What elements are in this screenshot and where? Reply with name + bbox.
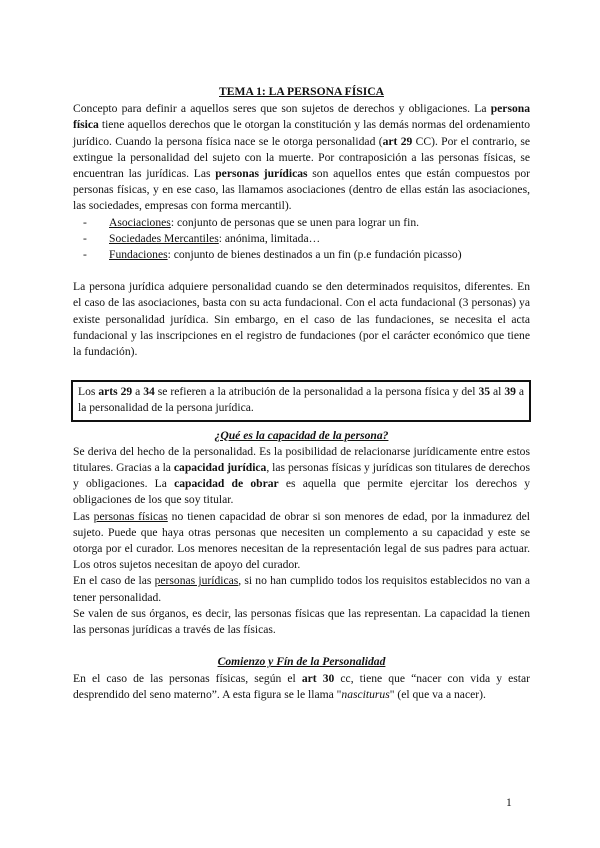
intro-text: Concepto para definir a aquellos seres que son sujetos de derechos y obligaciones. La [73,102,491,116]
capacity-text: , las personas físicas y jurídicas son titulares de derechos y obligaciones. La [73,461,530,491]
legal-personality-paragraph: La persona jurídica adquiere personalidad cuando se den determinados requisitos, diferentes. En el caso de las asociaciones, basta con su acta fundacional. Con el acta fundacional (3 personas) ya existe personalidad jurídica. Sin embargo, en el caso de las fundaciones, se necesita el acta fundacional y las inscripciones en el registro de fundaciones (por el carácter económico que tiene la fundación). [73,280,530,359]
list-item [83,231,530,247]
bold-term: capacidad jurídica [173,461,267,475]
capacity-text: es aquella que permite ejercitar los derechos y obligaciones de los que soy titular. [73,477,530,507]
box-text: a [132,385,144,399]
start-paragraph [73,671,530,703]
section-heading-capacity: ¿Qué es la capacidad de la persona? [214,428,389,442]
section-heading-start-end: Comienzo y Fín de la Personalidad [217,655,386,669]
bold-term: personas jurídicas [215,167,308,181]
box-text: se refieren a la atribución de la personalidad a la persona física y del [154,385,479,399]
box-text: al [490,385,505,399]
paragraph-text: " (el que va a nacer). [389,687,486,701]
list-item [83,215,530,231]
page-number: 1 [506,796,512,809]
paragraph-text: En el caso de las personas físicas, según el [73,671,302,685]
spacer [73,638,530,654]
underlined-term: personas jurídicas [154,574,239,588]
bold-term: persona física [73,102,530,132]
box-text: Los [78,385,99,399]
paragraph-text: cc, tiene que “nacer con vida y estar desprendido del seno materno”. A esta figura se le llama " [73,671,531,701]
intro-text: son aquellos entes que están compuestos por personas físicas, y en ese caso, las llamamos asociaciones (dentro de ellas están las asociaciones, las sociedades, empresas con forma mercantil). [73,167,530,213]
list-description: : conjunto de personas que se unen para lograr un fin. [170,215,420,229]
bold-term: arts 29 [98,385,133,399]
list-term: Asociaciones [109,215,171,229]
bold-term: 34 [143,385,155,399]
organs-paragraph: Se valen de sus órganos, es decir, las personas físicas que las representan. La capacidad la tienen las personas jurídicas a través de las físicas. [73,606,530,637]
bold-term: capacidad de obrar [174,477,279,491]
intro-paragraph [73,101,530,214]
paragraph-text: Las [73,509,94,523]
paragraph-text: no tienen capacidad de obrar si son menores de edad, por la inmadurez del sujeto. Puede que haya otras personas que necesiten un complemento a su capacidad y este se otorga por el curador. Los menores necesitan de la representación legal de sus padres para actuar. Los otros sujetos necesitan de apoyo del curador. [73,509,530,572]
bold-term: art 30 [301,671,335,685]
capacity-text: Se deriva del hecho de la personalidad. Es la posibilidad de relacionarse jurídicamente entre estos titulares. Gracias a la [73,444,530,475]
bold-term: art 29 [382,134,413,148]
italic-term: nasciturus [341,687,390,701]
paragraph-text: , si no han cumplido todos los requisitos establecidos no van a tener personalidad. [73,574,530,604]
paragraph-text: En el caso de las [73,574,155,588]
spacer [73,263,530,279]
intro-text: tiene aquellos derechos que le otorgan la constitución y las demás normas del ordenamiento jurídico. Cuando la persona física nace se le otorga personalidad ( [73,118,530,148]
document-title: TEMA 1: LA PERSONA FÍSICA [219,85,384,98]
spacer [73,360,530,376]
list-description: : conjunto de bienes destinados a un fin (p.e fundación picasso) [167,248,462,262]
list-term: Sociedades Mercantiles [109,231,219,245]
bold-term: 35 [478,385,491,399]
types-list [73,215,530,264]
capacity-paragraph [73,444,530,509]
box-text: a la personalidad de la persona jurídica. [78,385,524,415]
articles-box [71,380,531,421]
list-item [83,247,530,263]
document-page [73,84,530,703]
bold-term: 39 [504,385,516,399]
natural-persons-paragraph [73,509,530,574]
underlined-term: personas físicas [93,509,168,523]
list-term: Fundaciones [109,248,168,262]
intro-text: CC). Por el contrario, se extingue la personalidad del sujeto con la muerte. Por contraposición a las personas físicas, se encuentran las jurídicas. Las [73,134,531,181]
list-description: : anónima, limitada… [218,231,321,245]
legal-persons-paragraph [73,573,530,605]
